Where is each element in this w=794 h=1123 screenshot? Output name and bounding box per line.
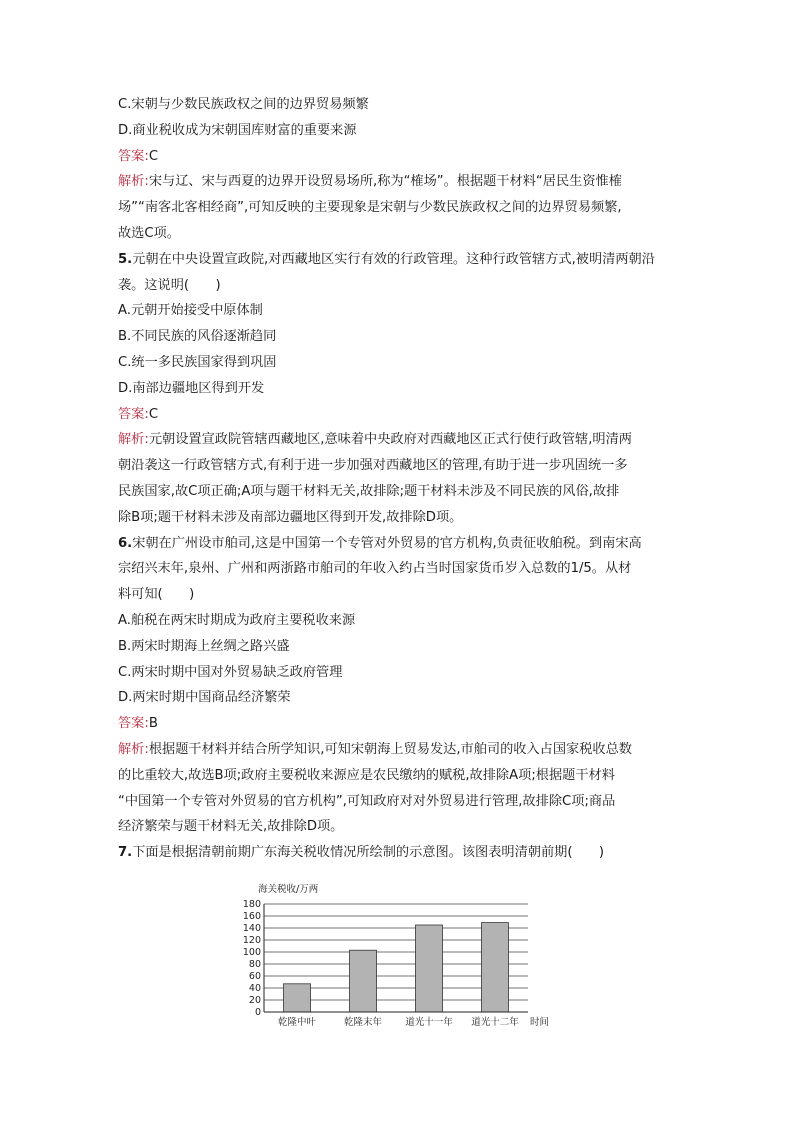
q5-stem: 5.元朝在中央设置宣政院,对西藏地区实行有效的行政管理。这种行政管辖方式,被明清两朝沿 — [118, 251, 655, 267]
y-tick-labels — [243, 899, 261, 1018]
q6-answer — [118, 711, 680, 737]
y-tick-label: 80 — [248, 959, 261, 971]
y-tick-label: 0 — [254, 1007, 261, 1019]
q5-option-a: A.元朝开始接受中原体制 — [118, 303, 263, 319]
y-tick-label: 160 — [242, 911, 261, 923]
q5-analysis-line: 除B项;题干材料未涉及南部边疆地区得到开发,故排除D项。 — [118, 509, 463, 525]
q6-option-a: A.舶税在两宋时期成为政府主要税收来源 — [118, 612, 356, 628]
question-number: 7. — [118, 845, 133, 861]
q6-option-d: D.两宋时期中国商品经济繁荣 — [118, 690, 291, 706]
x-tick-labels — [278, 1016, 519, 1028]
q5-analysis-line: 朝沿袭这一行政管辖方式,有利于进一步加强对西藏地区的管理,有助于进一步巩固统一多 — [118, 458, 628, 474]
document-body — [118, 92, 680, 866]
answer-label: 答案: — [118, 716, 149, 732]
y-tick-label: 20 — [248, 995, 261, 1007]
x-axis-label: 时间 — [530, 1017, 550, 1028]
q6-stem: 料可知( ) — [118, 587, 195, 603]
answer-value: C — [148, 148, 159, 164]
answer-label: 答案: — [118, 148, 149, 164]
q4-analysis-line: 场”“南客北客相经商”,可知反映的主要现象是宋朝与少数民族政权之间的边界贸易频繁, — [118, 200, 622, 216]
q5-option-d: D.南部边疆地区得到开发 — [118, 380, 265, 396]
bar — [284, 984, 311, 1012]
x-tick-label: 道光十二年 — [471, 1017, 519, 1028]
q4-analysis-line: 故选C项。 — [118, 225, 180, 241]
analysis-label: 解析: — [118, 741, 149, 757]
y-tick-label: 180 — [242, 899, 261, 911]
q6-option-c: C.两宋时期中国对外贸易缺乏政府管理 — [118, 664, 343, 680]
q6-analysis-line: 的比重较大,故选B项;政府主要税收来源应是农民缴纳的赋税,故排除A项;根据题干材料 — [118, 767, 615, 783]
q6-analysis-line: 解析:根据题干材料并结合所学知识,可知宋朝海上贸易发达,市舶司的收入占国家税收总数 — [118, 741, 632, 757]
y-tick-label: 120 — [242, 935, 261, 947]
q5-analysis-line: 民族国家,故C项正确;A项与题干材料无关,故排除;题干材料未涉及不同民族的风俗,故排 — [118, 483, 620, 499]
y-tick-label: 40 — [248, 983, 261, 995]
q6-analysis-line: “中国第一个专管对外贸易的官方机构”,可知政府对对外贸易进行管理,故排除C项;商品 — [118, 793, 616, 809]
q7-stem: 7.下面是根据清朝前期广东海关税收情况所绘制的示意图。该图表明清朝前期( ) — [118, 845, 605, 861]
x-tick-label: 道光十一年 — [405, 1017, 453, 1028]
y-tick-label: 140 — [242, 923, 261, 935]
answer-value: C — [148, 406, 159, 422]
bar — [350, 950, 377, 1012]
customs-tax-bar-chart — [228, 880, 568, 1030]
q4-option-d: D.商业税收成为宋朝国库财富的重要来源 — [118, 122, 357, 138]
q4-option-c: C.宋朝与少数民族政权之间的边界贸易频繁 — [118, 97, 369, 112]
answer-label: 答案: — [118, 406, 149, 422]
question-number: 6. — [118, 535, 133, 551]
q4-analysis-line: 解析:宋与辽、宋与西夏的边界开设贸易场所,称为“榷场”。根据题干材料“居民生资惟榷 — [118, 174, 622, 190]
q5-analysis-line: 解析:元朝设置宣政院管辖西藏地区,意味着中央政府对西藏地区正式行使行政管辖,明清两 — [118, 432, 632, 448]
x-tick-label: 乾隆末年 — [343, 1017, 383, 1028]
y-axis-label: 海关税收/万两 — [258, 884, 319, 895]
bar — [416, 925, 443, 1012]
q5-option-b: B.不同民族的风俗逐渐趋同 — [118, 329, 277, 345]
answer-value: B — [148, 716, 158, 732]
analysis-label: 解析: — [118, 432, 149, 448]
y-tick-label: 100 — [242, 947, 261, 959]
q6-stem: 宗绍兴末年,泉州、广州和两浙路市舶司的年收入约占当时国家货币岁入总数的1/5。从材 — [118, 561, 632, 577]
q6-stem: 6.宋朝在广州设市舶司,这是中国第一个专管对外贸易的官方机构,负责征收舶税。到南宋高 — [118, 535, 642, 551]
question-number: 5. — [118, 251, 133, 267]
q4-answer — [118, 144, 680, 170]
q6-option-b: B.两宋时期海上丝绸之路兴盛 — [118, 638, 290, 654]
y-tick-label: 60 — [248, 971, 261, 983]
q5-stem: 袭。这说明( ) — [118, 277, 221, 293]
q5-answer — [118, 402, 680, 428]
bar — [482, 923, 509, 1012]
analysis-label: 解析: — [118, 174, 149, 190]
chart-bars — [284, 923, 509, 1012]
x-tick-label: 乾隆中叶 — [277, 1017, 317, 1028]
q5-option-c: C.统一多民族国家得到巩固 — [118, 354, 277, 370]
q6-analysis-line: 经济繁荣与题干材料无关,故排除D项。 — [118, 819, 344, 835]
